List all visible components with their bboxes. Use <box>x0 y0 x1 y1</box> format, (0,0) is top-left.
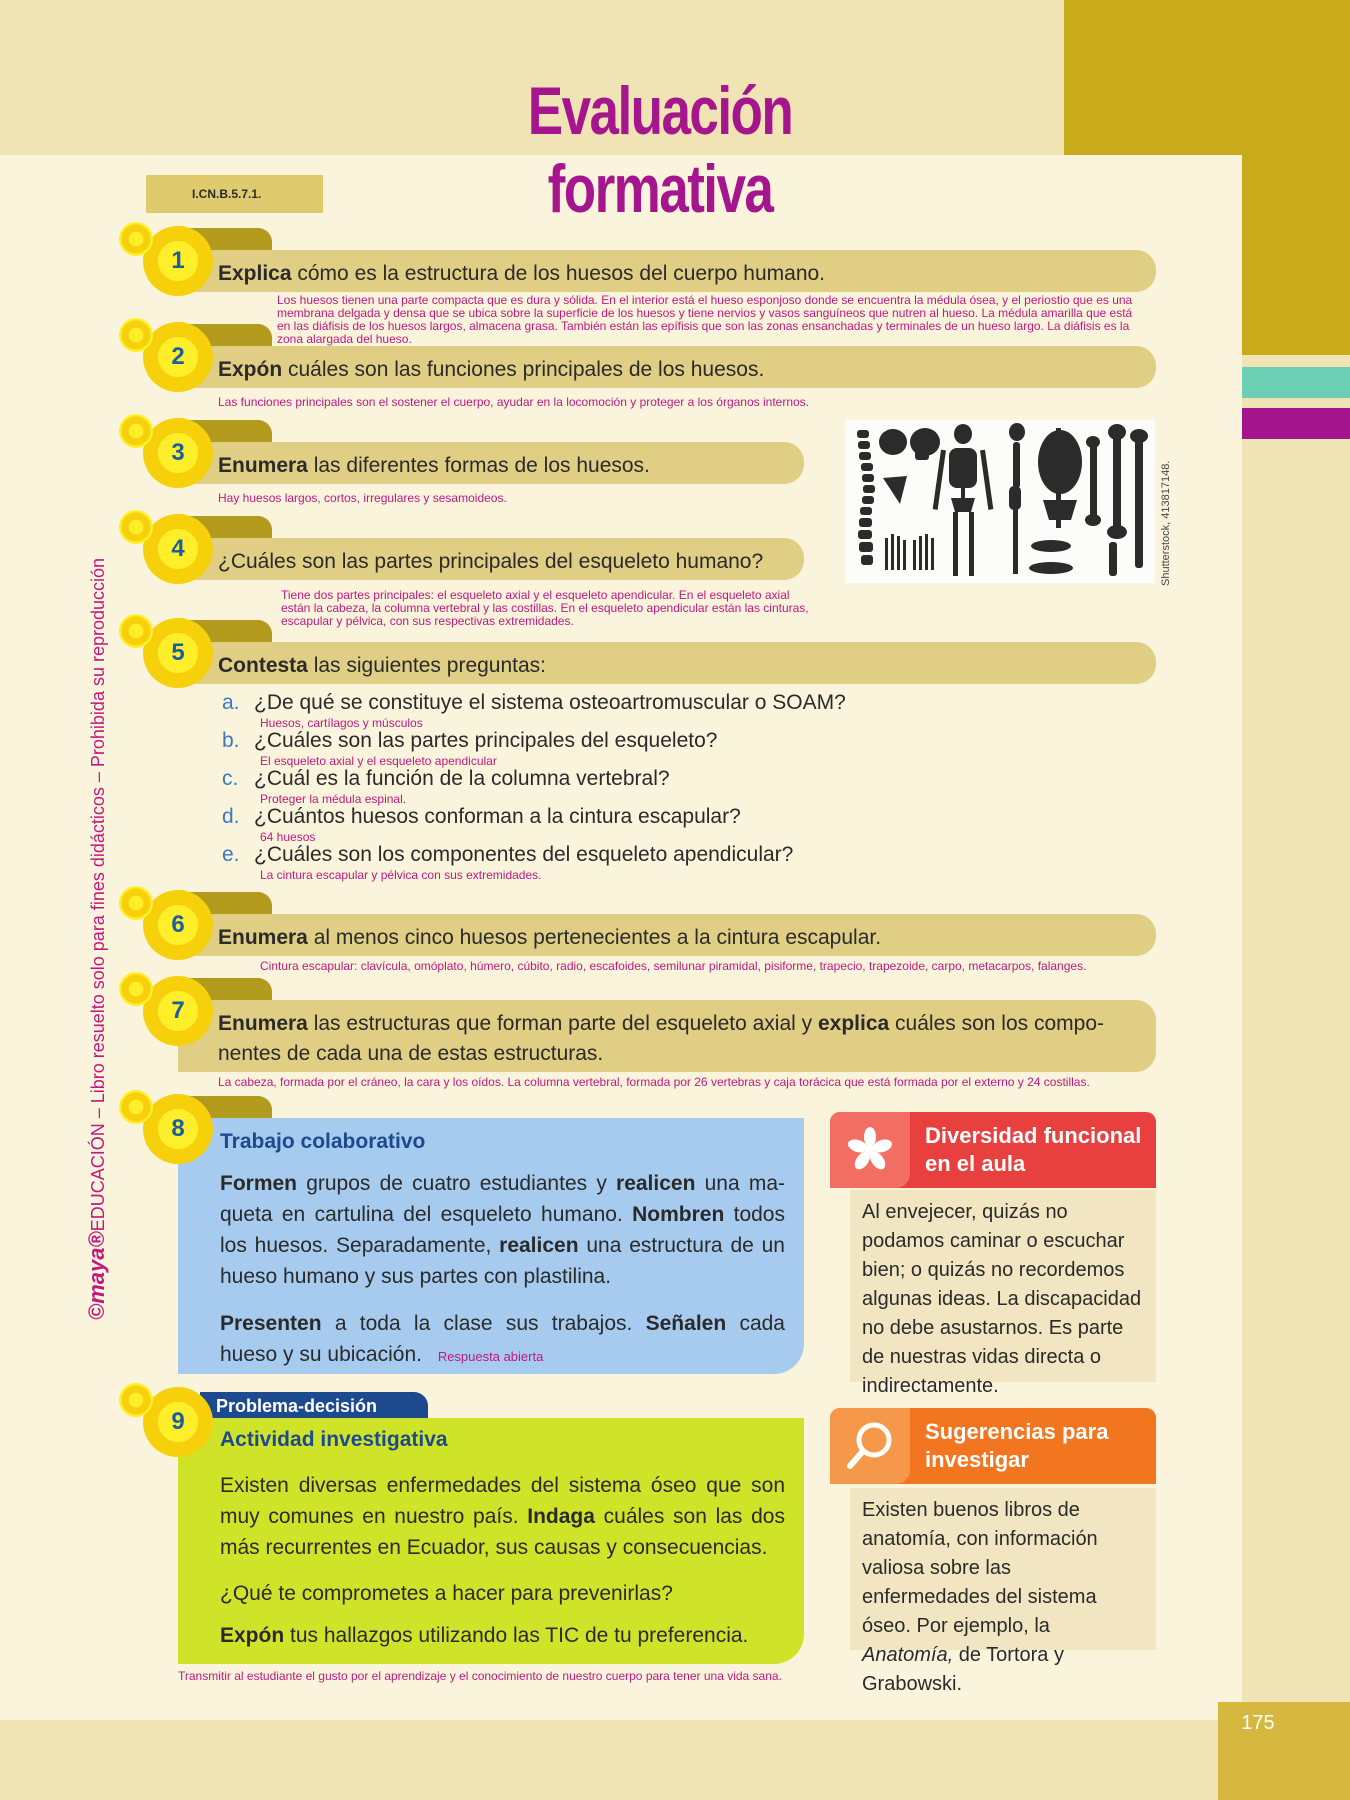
verb: Contesta <box>218 654 308 677</box>
answer-6: Cintura escapular: clavícula, omóplato, húmero, cúbito, radio, escafoides, semilunar piramidal, pisiforme, trapecio, trapezoide, carpo, metacarpos, falanges. <box>260 959 1087 973</box>
suggestions-card-title: Sugerencias para investigar <box>925 1419 1109 1472</box>
question-7-line-1 <box>218 1012 1104 1036</box>
page-title: Evaluación formativa <box>527 73 793 227</box>
text: de Tortora y Grabowski. <box>862 1644 1064 1695</box>
number-badge <box>143 890 213 960</box>
question-5 <box>218 654 546 678</box>
sub-answer: 64 huesos <box>260 830 316 844</box>
number-label: 2 <box>171 343 185 370</box>
answer-7: La cabeza, formada por el cráneo, la cara y los oídos. La columna vertebral, formada por 26 vertebras y caja torácica que está formada por el externo y 24 costillas. <box>218 1075 1090 1089</box>
answer-2: Las funciones principales son el sostener el cuerpo, ayudar en la locomoción y proteger a los órganos internos. <box>218 395 810 409</box>
number-badge <box>143 514 213 584</box>
sub-letter: a. <box>222 691 240 714</box>
decorative-magenta-stripe <box>1242 408 1350 439</box>
text: una estructura de un hueso humano y sus partes con plastilina. <box>220 1234 785 1288</box>
question-text: cuáles son los compo- <box>889 1012 1104 1035</box>
sub-answer: Proteger la médula espinal. <box>260 792 407 806</box>
diversity-card-title: Diversidad funcional en el aula <box>925 1123 1142 1176</box>
question-1 <box>218 262 825 286</box>
suggestions-card-header <box>830 1408 1156 1484</box>
verb: Presenten <box>220 1312 322 1335</box>
sub-answer: El esqueleto axial y el esqueleto apendicular <box>260 754 497 768</box>
number-badge <box>143 322 213 392</box>
answer-4: Tiene dos partes principales: el esqueleto axial y el esqueleto apendicular. En el esqueleto axial están la cabeza, la columna vertebral y las costillas. En el esqueleto apendicular están las cinturas, escapular y pélvica, con sus respectivas extremidades. <box>281 588 809 628</box>
number-badge <box>143 618 213 688</box>
copyright-side-text <box>84 480 116 1320</box>
sub-letter: b. <box>222 729 240 752</box>
sub-letter: d. <box>222 805 240 828</box>
question-text: las siguientes preguntas: <box>307 654 547 677</box>
page-number: 175 <box>1241 1712 1275 1734</box>
sub-letter: c. <box>222 767 239 790</box>
verb: explica <box>818 1012 890 1035</box>
text: grupos de cuatro estudiantes y <box>297 1172 617 1195</box>
sub-question: ¿Cuáles son las partes principales del esqueleto? <box>254 729 718 752</box>
text: Existen buenos libros de anatomía, con información valiosa sobre las enfermedades del sistema óseo. Por ejemplo, la <box>862 1499 1098 1637</box>
text: tus hallazgos utilizando las TIC de tu preferencia. <box>284 1624 749 1647</box>
decorative-teal-stripe <box>1242 367 1350 398</box>
sub-answer: Huesos, cartílagos y músculos <box>260 716 423 730</box>
research-heading: Actividad investigativa <box>220 1428 448 1451</box>
number-badge <box>143 226 213 296</box>
number-badge <box>143 1387 213 1457</box>
text: cada hueso y su ubicación. <box>220 1312 785 1366</box>
answer-3: Hay huesos largos, cortos, irregulares y sesamoideos. <box>218 491 507 505</box>
question-text: cómo es la estructura de los huesos del cuerpo humano. <box>291 262 826 285</box>
text: Existen diversas enfermedades del sistema óseo que son muy comunes en nuestro país. <box>220 1474 785 1528</box>
verb: Explica <box>218 262 292 285</box>
verb: realicen <box>499 1234 579 1257</box>
question-text: las estructuras que forman parte del esqueleto axial y <box>307 1012 818 1035</box>
number-label: 4 <box>171 535 185 562</box>
number-label: 5 <box>171 639 185 666</box>
number-label: 6 <box>171 911 185 938</box>
text: todos los huesos. Separadamente, <box>220 1203 785 1257</box>
research-paragraph-3 <box>220 1620 785 1651</box>
sub-question: ¿Cuáles son los componentes del esqueleto apendicular? <box>254 843 794 866</box>
question-text: al menos cinco huesos pertenecientes a la cintura escapular. <box>307 926 882 949</box>
sub-question: ¿Cuál es la función de la columna vertebral? <box>254 767 670 790</box>
question-4: ¿Cuáles son las partes principales del esqueleto humano? <box>218 550 764 573</box>
sub-letter: e. <box>222 843 240 866</box>
verb: Enumera <box>218 926 308 949</box>
number-badge <box>143 976 213 1046</box>
verb: Indaga <box>527 1505 595 1528</box>
verb: Expón <box>218 358 283 381</box>
text: una ma-queta en cartulina del esqueleto humano. <box>220 1172 785 1226</box>
sub-question: ¿De qué se constituye el sistema osteoartromuscular o SOAM? <box>254 691 846 714</box>
suggestions-card-body <box>850 1488 1156 1695</box>
question-6 <box>218 926 881 950</box>
number-label: 9 <box>171 1408 185 1435</box>
verb: Enumera <box>218 454 308 477</box>
text: a toda la clase sus trabajos. <box>321 1312 646 1335</box>
number-label: 3 <box>171 439 185 466</box>
sub-answer: La cintura escapular y pélvica con sus extremidades. <box>260 868 542 882</box>
photo-credit: Shutterstock, 413817148. <box>1160 460 1172 586</box>
magnifier-icon-svg <box>830 1408 910 1484</box>
skeleton-bones-icon <box>845 420 1155 583</box>
number-label: 7 <box>171 997 185 1024</box>
asterisk-flower-icon <box>830 1112 910 1188</box>
research-paragraph-1 <box>220 1470 785 1563</box>
answer-8: Respuesta abierta <box>437 1349 544 1364</box>
diversity-card-header <box>830 1112 1156 1188</box>
answer-9: Transmitir al estudiante el gusto por el aprendizaje y el conocimiento de nuestro cuerpo para tener una vida sana. <box>178 1669 782 1683</box>
number-badge <box>143 418 213 488</box>
research-paragraph-2: ¿Qué te comprometes a hacer para prevenirlas? <box>220 1582 673 1605</box>
question-7-line-2: nentes de cada una de estas estructuras. <box>218 1042 604 1065</box>
verb: Nombren <box>632 1203 725 1226</box>
brand-logo-text: ©maya® <box>84 1231 109 1320</box>
asterisk-flower-icon-svg <box>830 1112 910 1188</box>
number-label: 8 <box>171 1115 185 1142</box>
verb: Enumera <box>218 1012 308 1035</box>
question-text: las diferentes formas de los huesos. <box>307 454 650 477</box>
number-label: 1 <box>171 247 185 274</box>
question-2 <box>218 358 764 382</box>
verb: Formen <box>220 1172 298 1195</box>
number-badge <box>143 1094 213 1164</box>
book-title: Anatomía, <box>862 1644 954 1666</box>
collab-paragraph-1 <box>220 1168 785 1292</box>
collab-heading: Trabajo colaborativo <box>220 1130 426 1153</box>
verb: Expón <box>220 1624 285 1647</box>
collab-paragraph-2 <box>220 1308 785 1372</box>
question-text: cuáles son las funciones principales de los huesos. <box>282 358 765 381</box>
sub-question: ¿Cuántos huesos conforman a la cintura escapular? <box>254 805 741 828</box>
skeleton-illustration <box>845 420 1155 583</box>
verb: Señalen <box>645 1312 727 1335</box>
diversity-card-body: Al envejecer, quizás no podamos caminar o escuchar bien; o quizás no recordemos algunas ideas. La discapacidad no debe asustarnos. Es parte de nuestras vidas directa o indirectamente. <box>850 1190 1156 1382</box>
text: cuáles son las dos más recurrentes en Ecuador, sus causas y consecuencias. <box>220 1505 785 1559</box>
indicator-code-badge: I.CN.B.5.7.1. <box>146 175 323 213</box>
magnifier-icon <box>830 1408 910 1484</box>
answer-1: Los huesos tienen una parte compacta que es dura y sólida. En el interior está el hueso esponjoso donde se encuentra la médula ósea, y el periostio que es una membrana delgada y densa que se ubica sobre la superficie de los huesos y tiene nervios y vasos sanguíneos que nutren al hueso. La médula amarilla que está en las diáfisis de los huesos largos, almacena grasa. También están las epífisis que son las zonas ensanchadas y terminales de un hueso largo. La diáfisis es la zona alargada del hueso. <box>277 293 1133 346</box>
problem-decision-tab: Problema-decisión <box>200 1392 428 1420</box>
copyright-notice: EDUCACIÓN – Libro resuelto solo para fines didácticos – Prohibida su reproducción <box>88 557 108 1232</box>
verb: realicen <box>616 1172 696 1195</box>
question-3 <box>218 454 650 478</box>
